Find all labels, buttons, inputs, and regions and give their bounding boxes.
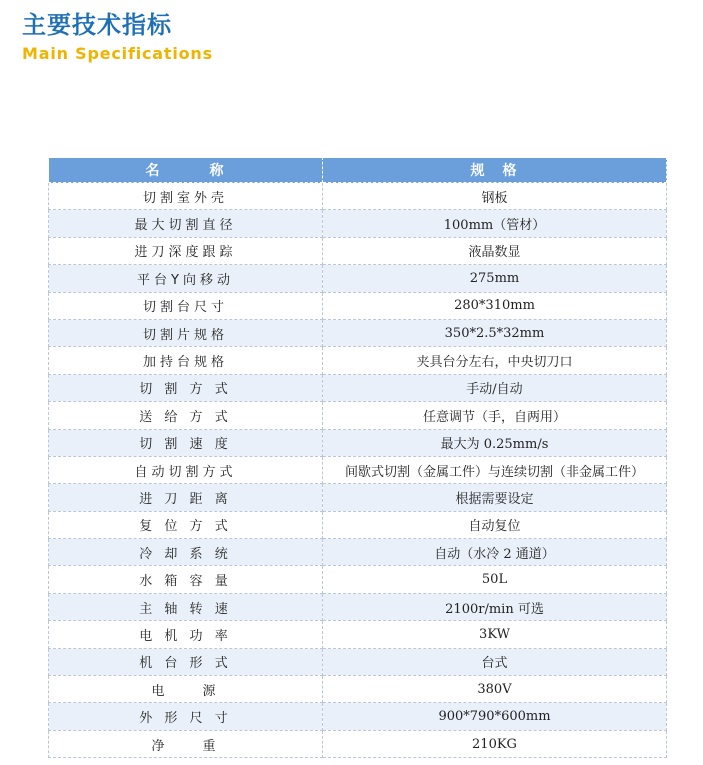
spec-value: 3KW (323, 621, 667, 648)
header-name: 名 称 (49, 158, 323, 183)
table-row (49, 237, 667, 264)
spec-value: 210KG (323, 730, 667, 757)
table-body (49, 183, 667, 758)
spec-name: 复 位 方 式 (49, 511, 323, 538)
spec-name: 净 重 (49, 730, 323, 757)
table-row (49, 402, 667, 429)
spec-value: 间歇式切割（金属工件）与连续切割（非金属工件） (323, 456, 667, 483)
table-row (49, 292, 667, 319)
spec-value: 350*2.5*32mm (323, 319, 667, 346)
table-row (49, 648, 667, 675)
spec-value: 900*790*600mm (323, 703, 667, 730)
spec-name: 冷 却 系 统 (49, 539, 323, 566)
spec-name: 切割片规格 (49, 319, 323, 346)
spec-value: 液晶数显 (323, 237, 667, 264)
spec-name: 加持台规格 (49, 347, 323, 374)
spec-name: 最大切割直径 (49, 210, 323, 237)
spec-name: 电 源 (49, 676, 323, 703)
table-row (49, 539, 667, 566)
spec-name: 进 刀 距 离 (49, 484, 323, 511)
spec-name: 机 台 形 式 (49, 648, 323, 675)
table-header (49, 158, 667, 183)
spec-value: 2100r/min 可选 (323, 593, 667, 620)
page-subtitle: Main Specifications (22, 44, 213, 63)
table-row (49, 730, 667, 757)
table-row (49, 347, 667, 374)
table-row (49, 621, 667, 648)
table-row (49, 265, 667, 292)
spec-name: 送 给 方 式 (49, 402, 323, 429)
spec-value: 台式 (323, 648, 667, 675)
spec-name: 水 箱 容 量 (49, 566, 323, 593)
spec-value: 自动复位 (323, 511, 667, 538)
spec-value: 275mm (323, 265, 667, 292)
table-row (49, 593, 667, 620)
spec-name: 外 形 尺 寸 (49, 703, 323, 730)
table-row (49, 456, 667, 483)
spec-name: 切 割 速 度 (49, 429, 323, 456)
table-row (49, 703, 667, 730)
spec-name: 主 轴 转 速 (49, 593, 323, 620)
spec-value: 任意调节（手，自两用） (323, 402, 667, 429)
spec-name: 电 机 功 率 (49, 621, 323, 648)
spec-name: 切割台尺寸 (49, 292, 323, 319)
table-row (49, 484, 667, 511)
table-row (49, 183, 667, 210)
table-row (49, 210, 667, 237)
spec-name: 进刀深度跟踪 (49, 237, 323, 264)
table-row (49, 676, 667, 703)
spec-name: 切割室外壳 (49, 183, 323, 210)
table-row (49, 429, 667, 456)
header-spec: 规 格 (323, 158, 667, 183)
spec-value: 手动/自动 (323, 374, 667, 401)
table-row (49, 566, 667, 593)
spec-name: 切 割 方 式 (49, 374, 323, 401)
spec-value: 钢板 (323, 183, 667, 210)
spec-value: 50L (323, 566, 667, 593)
spec-value: 夹具台分左右，中央切刀口 (323, 347, 667, 374)
spec-value: 280*310mm (323, 292, 667, 319)
table-row (49, 374, 667, 401)
spec-name: 平台Y向移动 (49, 265, 323, 292)
table-row (49, 511, 667, 538)
table-row (49, 319, 667, 346)
spec-name: 自动切割方式 (49, 456, 323, 483)
page-title: 主要技术指标 (22, 11, 172, 39)
spec-value: 自动（水冷 2 通道） (323, 539, 667, 566)
spec-value: 100mm（管材） (323, 210, 667, 237)
header-row (49, 158, 667, 183)
spec-value: 380V (323, 676, 667, 703)
specifications-table (48, 157, 667, 758)
spec-value: 根据需要设定 (323, 484, 667, 511)
spec-value: 最大为 0.25mm/s (323, 429, 667, 456)
